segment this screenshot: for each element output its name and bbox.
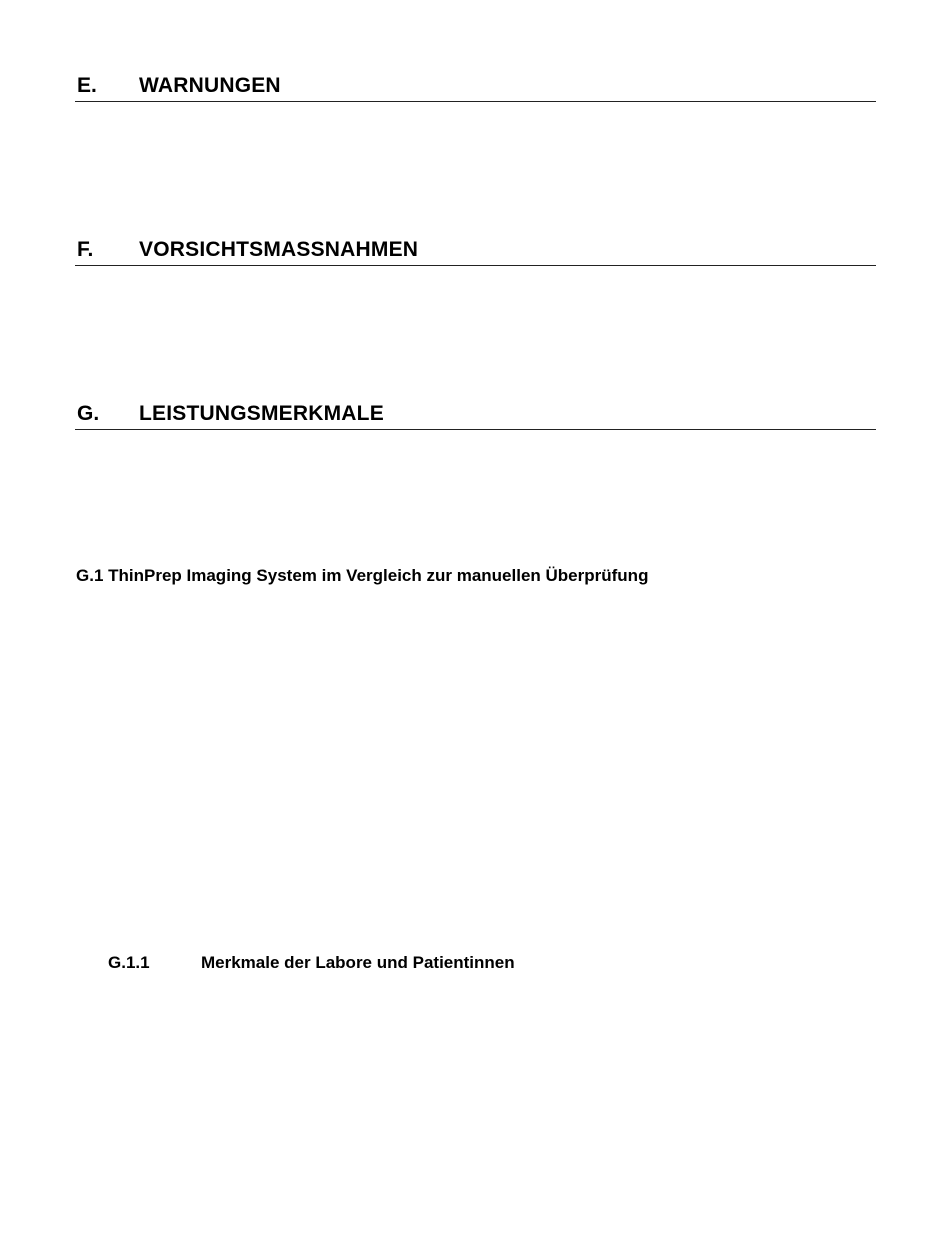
section-title: LEISTUNGSMERKMALE	[139, 402, 384, 425]
subsection-heading-g1: G.1 ThinPrep Imaging System im Vergleich zur manuellen Überprüfung	[76, 566, 649, 585]
subsubsection-number: G.1.1	[108, 953, 150, 972]
section-number: E.	[77, 74, 97, 97]
section-number: F.	[77, 238, 94, 261]
section-number: G.	[77, 402, 100, 425]
section-title: WARNUNGEN	[139, 74, 281, 97]
section-heading-warnungen	[75, 73, 876, 102]
section-title: VORSICHTSMASSNAHMEN	[139, 238, 419, 261]
section-heading-leistungsmerkmale	[75, 401, 876, 430]
subsubsection-title: Merkmale der Labore und Patientinnen	[201, 953, 515, 972]
section-heading-vorsichtsmassnahmen	[75, 237, 876, 266]
